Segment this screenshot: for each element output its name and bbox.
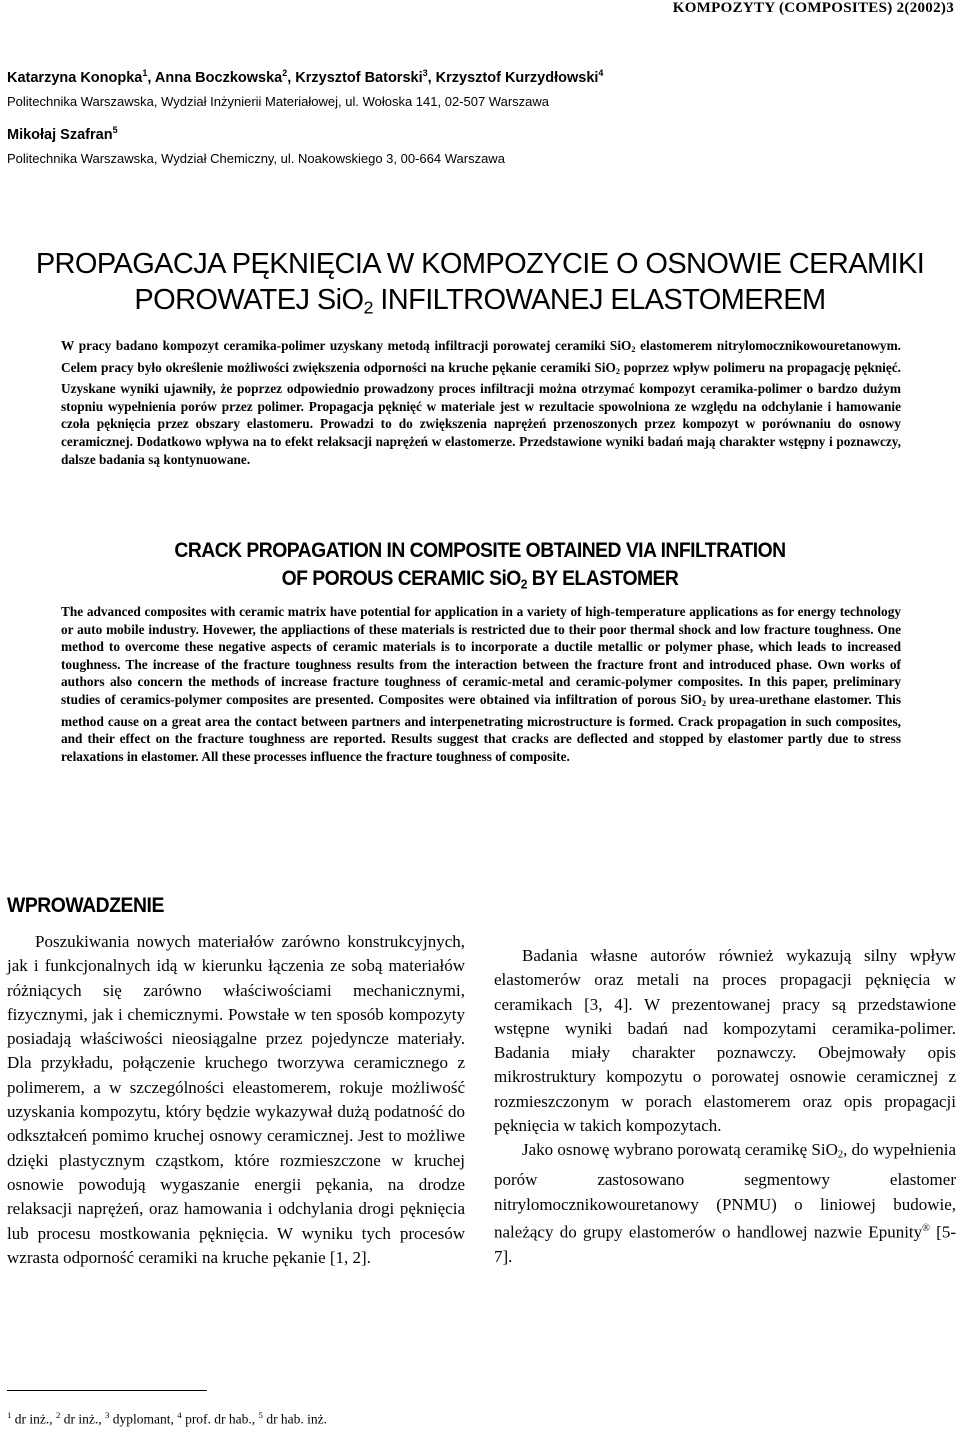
author-name: Anna Boczkowska (154, 69, 283, 86)
author-name: Krzysztof Kurzydłowski (435, 69, 599, 86)
abstract-text: W pracy badano kompozyt ceramika-polimer uzyskany metodą infiltracji porowatej ceramiki SiO (61, 338, 632, 353)
subscript: 2 (520, 576, 527, 592)
paragraph: Badania własne autorów również wykazują silny wpływ elastomerów oraz metali na proces propagacji pęknięcia w ceramikach [3, 4]. W prezentowanej pracy są przedstawione wstępne wyniki badań nad kompozytami ceramika-polimer. Badania miały charakter poznawczy. Obejmowały opis mikrostruktury kompozytu o porowatej osnowie ceramicznej z rozmieszczonym w porach elastomerem oraz opis propagacji pęknięcia w takich kompozytach. (494, 946, 956, 1136)
intro-right-column (494, 944, 956, 1269)
title-en-line2 (48, 566, 912, 591)
affiliation-2: Politechnika Warszawska, Wydział Chemiczny, ul. Noakowskiego 3, 00-664 Warszawa (7, 151, 505, 166)
author-sup: 4 (598, 68, 604, 78)
abstract-text: The advanced composites with ceramic matrix have potential for application in a variety of high-temperature applications as for energy technology or auto mobile industry. Hovewer, the appliactions of these materials is restricted due to their poor thermal shock and low fracture toughness. One method to overcome these negative aspects of ceramic materials is to incorporate a ductile metallic or polymer phase, which leads to increased toughness. The increase of the fracture toughness results from the interaction between the fracture front and introduced phase. Own works of authors also concern the methods of increase fracture toughness of ceramic-metal and ceramic-polymer composites. In this paper, preliminary studies of ceramics-polymer composites are presented. Composites were obtained via infiltration of porous SiO (61, 604, 901, 707)
abstract-text: by urea-urethane elastomer. This method cause on a great area the contact between partners and interpenetrating microstructure is formed. Crack propagation in such composites, and their effect on the fracture toughness are reported. Results suggest that cracks are deflected and stopped by elastomer partly due to stress relaxations in elastomer. All these processes influence the fracture toughness of composite. (61, 691, 901, 764)
abstract-en (61, 603, 901, 765)
author-sup: 3 (422, 68, 428, 78)
footnote-sup: 1 (7, 1410, 12, 1420)
footnote-sup: 5 (258, 1410, 263, 1420)
footnote-text: dr inż., (60, 1411, 106, 1427)
subscript: 2 (701, 699, 707, 709)
abstract-text: poprzez wpływ polimeru na propagację pęknięć. Uzyskane wyniki ujawniły, że poprzez odpowiednio prowadzony proces infiltracji można otrzymać kompozyt ceramika-polimer o bardzo dużym stopniu wypełnienia porów przez polimer. Propagacja pęknięć w materiale jest w rezultacie spowolniona ze względu na odchylanie i hamowanie czoła pęknięcia przez obszary elastomeru. Prowadzi to do zwiększenia naprężeń przenoszonych przez kompozyt w porównaniu do osnowy ceramicznej. Dodatkowo wpływa na to efekt relaksacji naprężeń w elastomerze. Przedstawione wyniki badań mają charakter wstępny i poznawczy, dalsze badania są kontynuowane. (61, 359, 901, 467)
title-text: POROWATEJ SiO (134, 284, 364, 316)
authors-line: Katarzyna Konopka$^1$, Anna Boczkowska$^2$, Krzysztof Batorski$^3$, Krzysztof Kurzydłowski$^4$ (7, 68, 604, 86)
subscript: 2 (631, 345, 636, 355)
footnote-text: dr inż., (11, 1411, 57, 1427)
subscript: 2 (363, 297, 373, 318)
abstract-pl (61, 337, 901, 468)
subscript: 2 (615, 366, 620, 376)
author-sup: 5 (112, 125, 118, 135)
footnote-sup: 2 (56, 1410, 61, 1420)
footnote-sup: 3 (105, 1410, 110, 1420)
abstract-text: elastomerem nitrylomocznikowouretanowym. Celem pracy było określenie możliwości zwiększenia odporności na kruche pękanie ceramiki SiO (61, 338, 901, 375)
title-text: INFILTROWANEJ ELASTOMEREM (372, 284, 826, 316)
author-name: Mikołaj Szafran (7, 126, 113, 143)
subscript: 2 (837, 1150, 844, 1161)
paragraph-text: , do wypełnienia porów zastosowano segmentowy elastomer nitrylomocznikowouretanowy (PNMU) o liniowej budowie, należący do grupy elastomerów o handlowej nazwie Epunity (494, 1140, 956, 1242)
footnote-text: prof. dr hab., (181, 1411, 259, 1427)
footnote-text: dr hab. inż. (262, 1411, 328, 1427)
author-name: Krzysztof Batorski (295, 69, 423, 86)
intro-left-column (7, 930, 465, 1270)
footnote-rule (7, 1390, 207, 1391)
title-text: BY ELASTOMER (526, 566, 679, 590)
paragraph (494, 1138, 956, 1269)
section-heading: WPROWADZENIE (7, 893, 164, 917)
footnote-text: dyplomant, (109, 1411, 178, 1427)
footnote-sup: 4 (177, 1410, 182, 1420)
affiliation-1: Politechnika Warszawska, Wydział Inżynierii Materiałowej, ul. Wołoska 141, 02-507 Warszawa (7, 94, 550, 109)
registered-mark: ® (922, 1222, 930, 1234)
paragraph-text: [5-7]. (494, 1222, 956, 1266)
title-text: OF POROUS CERAMIC SiO (281, 566, 521, 590)
title-en-line1: CRACK PROPAGATION IN COMPOSITE OBTAINED VIA INFILTRATION (174, 538, 786, 562)
title-pl-line2 (0, 284, 960, 318)
author-2 (7, 125, 118, 143)
author-sup: 2 (282, 68, 288, 78)
journal-header: KOMPOZYTY (COMPOSITES) 2(2002)3 (672, 0, 954, 16)
footnote (7, 1410, 327, 1428)
title-pl-line1: PROPAGACJA PĘKNIĘCIA W KOMPOZYCIE O OSNOWIE CERAMIKI (35, 248, 925, 280)
paragraph-text: Jako osnowę wybrano porowatą ceramikę SiO (522, 1140, 838, 1160)
author-name: Katarzyna Konopka (7, 69, 143, 86)
author-sup: 1 (142, 68, 148, 78)
paragraph: Poszukiwania nowych materiałów zarówno konstrukcyjnych, jak i funkcjonalnych idą w kierunku łączenia ze sobą materiałów różniących się zarówno właściwościami mechanicznymi, fizycznymi, jak i chemicznymi. Powstałe w ten sposób kompozyty posiadają właściwości nieosiągalne przez pojedyncze materiały. Dla przykładu, połączenie kruchego tworzywa ceramicznego z polimerem, a w szczególności eleastomerem, rokuje możliwość uzyskania kompozytu, który będzie wykazywał dużą podatność do odkształceń pomimo kruchej osnowy ceramicznej. Jest to możliwe dzięki plastycznym cząstkom, które rozmieszczone w kruchej osnowie powodują wygaszanie energii pękania, na drodze relaksacji naprężeń, oraz hamowania i odchylania drogi pęknięcia lub procesu mostkowania pęknięcia. W wyniku tych procesów wzrasta odporność ceramiki na kruche pękanie [1, 2]. (7, 932, 465, 1267)
